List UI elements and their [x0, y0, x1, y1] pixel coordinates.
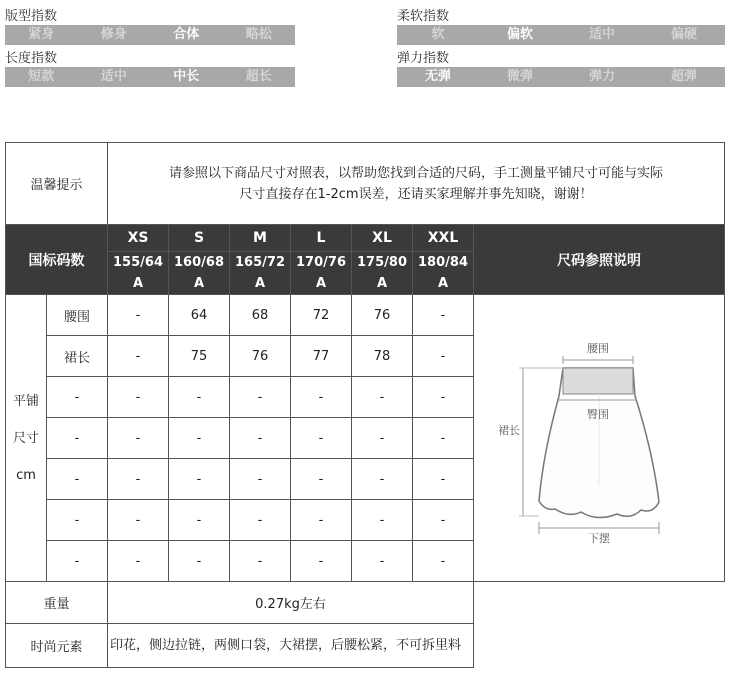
softness-option: 偏软	[506, 27, 533, 42]
tip-line-1: 请参照以下商品尺寸对照表，以帮助您找到合适的尺码，手工测量平铺尺寸可能与实际	[169, 165, 664, 181]
fit-option: 略松	[245, 27, 272, 42]
measure-value: -	[291, 418, 352, 459]
national-size-label: 国标码数	[6, 225, 108, 295]
tip-label: 温馨提示	[6, 143, 108, 225]
measure-value: -	[413, 377, 474, 418]
softness-option: 偏硬	[670, 27, 697, 42]
length-option: 中长	[173, 69, 200, 84]
measure-value: -	[108, 418, 169, 459]
size-code: 155/64 A	[108, 252, 169, 295]
measure-value: -	[230, 500, 291, 541]
measure-value: 68	[230, 295, 291, 336]
measure-value: 72	[291, 295, 352, 336]
softness-index-title: 柔软指数	[397, 9, 450, 24]
fit-option: 合体	[173, 27, 200, 42]
measure-label: -	[47, 459, 108, 500]
size-label: XXL	[413, 225, 474, 252]
fit-index	[5, 8, 295, 45]
hip-label: 臀围	[587, 408, 610, 421]
measure-value: -	[108, 500, 169, 541]
fit-option: 紧身	[28, 27, 55, 42]
measure-group-line: cm	[16, 467, 36, 483]
measure-value: -	[230, 459, 291, 500]
size-label: L	[291, 225, 352, 252]
measure-value: -	[413, 459, 474, 500]
measure-value: -	[291, 459, 352, 500]
size-label: M	[230, 225, 291, 252]
measure-row	[6, 295, 725, 336]
measure-label: -	[47, 541, 108, 582]
elasticity-option: 微弹	[506, 69, 533, 84]
measure-value: 77	[291, 336, 352, 377]
length-option: 短款	[28, 69, 55, 84]
measure-value: 76	[230, 336, 291, 377]
measure-value: -	[230, 377, 291, 418]
measure-value: -	[169, 500, 230, 541]
measure-label: 腰围	[47, 295, 108, 336]
length-index	[5, 50, 295, 87]
tip-line-2: 尺寸直接存在1-2cm误差，还请买家理解并事先知晓，谢谢！	[239, 186, 593, 202]
elasticity-option: 无弹	[424, 69, 451, 84]
size-label: XS	[108, 225, 169, 252]
measure-group-line: 平铺	[12, 393, 39, 409]
measure-label: -	[47, 377, 108, 418]
softness-option: 软	[431, 27, 445, 42]
length-option: 适中	[100, 69, 127, 84]
measure-group-line: 尺寸	[12, 430, 39, 446]
size-code: 160/68 A	[169, 252, 230, 295]
measure-value: -	[352, 459, 413, 500]
measure-value: -	[169, 418, 230, 459]
measure-value: -	[230, 418, 291, 459]
size-label: XL	[352, 225, 413, 252]
length-index-bar	[5, 67, 295, 87]
size-header-row	[6, 225, 725, 252]
length-option: 超长	[245, 69, 272, 84]
weight-label: 重量	[6, 582, 108, 624]
measure-value: -	[108, 377, 169, 418]
measure-value: -	[108, 336, 169, 377]
size-code: 180/84 A	[413, 252, 474, 295]
measure-value: 75	[169, 336, 230, 377]
fashion-value: 印花，侧边拉链，两侧口袋，大裙摆，后腰松紧，不可拆里料	[108, 624, 474, 668]
measure-value: -	[108, 459, 169, 500]
size-reference-label: 尺码参照说明	[474, 225, 725, 295]
softness-option: 适中	[588, 27, 615, 42]
measure-value: -	[291, 500, 352, 541]
measure-value: -	[413, 336, 474, 377]
size-chart-table	[5, 142, 725, 668]
elasticity-index-title: 弹力指数	[397, 51, 450, 66]
measure-value: -	[352, 377, 413, 418]
measure-value: -	[169, 459, 230, 500]
fashion-label: 时尚元素	[6, 624, 108, 668]
size-code: 165/72 A	[230, 252, 291, 295]
length-label: 裙长	[499, 424, 521, 437]
measure-value: -	[413, 295, 474, 336]
measure-value: 64	[169, 295, 230, 336]
hem-label: 下摆	[588, 532, 611, 545]
elasticity-option: 弹力	[588, 69, 615, 84]
measure-value: -	[291, 541, 352, 582]
weight-row	[6, 582, 725, 624]
measure-label: 裙长	[47, 336, 108, 377]
skirt-waistband	[563, 368, 633, 394]
measure-value: -	[352, 418, 413, 459]
elasticity-index-bar	[397, 67, 725, 87]
elasticity-option: 超弹	[670, 69, 697, 84]
measure-value: -	[291, 377, 352, 418]
skirt-diagram-cell	[474, 295, 725, 582]
size-code: 175/80 A	[352, 252, 413, 295]
measure-value: -	[169, 541, 230, 582]
measure-label: -	[47, 500, 108, 541]
fashion-row	[6, 624, 725, 668]
fit-index-bar	[5, 25, 295, 45]
fit-index-title: 版型指数	[5, 9, 58, 24]
skirt-diagram	[499, 326, 699, 546]
measure-value: -	[230, 541, 291, 582]
measure-value: -	[108, 295, 169, 336]
measure-value: -	[352, 500, 413, 541]
fit-option: 修身	[100, 27, 127, 42]
measure-value: -	[352, 541, 413, 582]
measure-label: -	[47, 418, 108, 459]
measure-value: -	[413, 541, 474, 582]
measure-value: -	[413, 500, 474, 541]
tip-row	[6, 143, 725, 225]
weight-value: 0.27kg左右	[108, 582, 474, 624]
measure-value: -	[108, 541, 169, 582]
size-code: 170/76 A	[291, 252, 352, 295]
length-index-title: 长度指数	[5, 51, 58, 66]
measure-value: 76	[352, 295, 413, 336]
softness-index	[397, 8, 725, 45]
measure-value: -	[413, 418, 474, 459]
measure-value: -	[169, 377, 230, 418]
size-label: S	[169, 225, 230, 252]
measure-value: 78	[352, 336, 413, 377]
tip-text	[108, 143, 725, 225]
measure-group-label	[6, 295, 47, 582]
waist-label: 腰围	[587, 342, 610, 355]
elasticity-index	[397, 50, 725, 87]
softness-index-bar	[397, 25, 725, 45]
